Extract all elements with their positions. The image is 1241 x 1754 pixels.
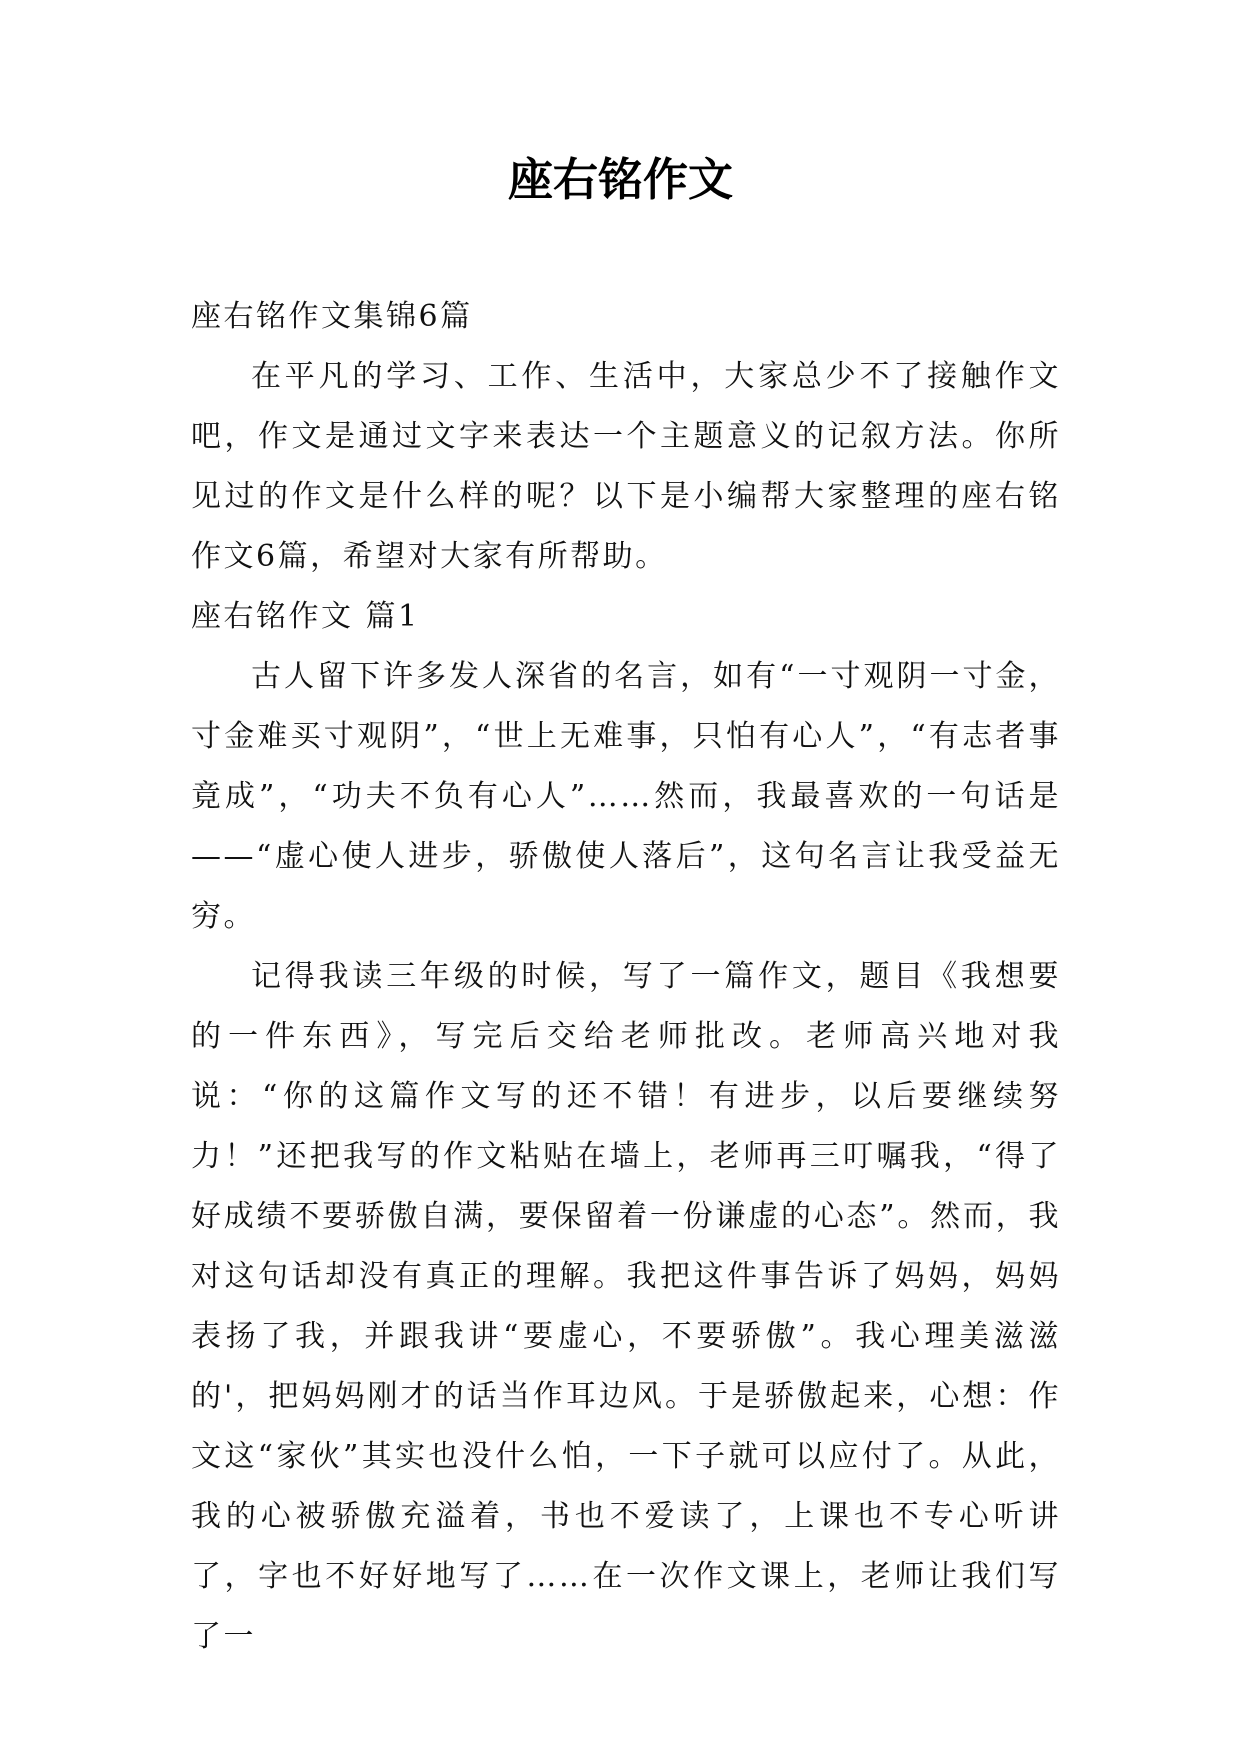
essay-1-heading: 座右铭作文 篇1 (191, 599, 420, 634)
essay-1-paragraph-1: 古人留下许多发人深省的名言，如有“一寸观阴一寸金，寸金难买寸观阴”，“世上无难事，只怕有心人”，“有志者事竟成”，“功夫不负有心人”……然而，我最喜欢的一句话是——“虚心使人进步，骄傲使人落后”，这句名言让我受益无穷。 (191, 659, 1061, 934)
intro-paragraph: 在平凡的学习、工作、生活中，大家总少不了接触作文吧，作文是通过文字来表达一个主题意义的记叙方法。你所见过的作文是什么样的呢？以下是小编帮大家整理的座右铭作文6篇，希望对大家有所帮助。 (191, 359, 1061, 574)
collection-heading: 座右铭作文集锦6篇 (191, 299, 473, 334)
document-title: 座右铭作文 (507, 153, 733, 206)
essay-1-paragraph-2: 记得我读三年级的时候，写了一篇作文，题目《我想要的一件东西》，写完后交给老师批改。老师高兴地对我说：“你的这篇作文写的还不错！有进步，以后要继续努力！”还把我写的作文粘贴在墙上，老师再三叮嘱我，“得了好成绩不要骄傲自满，要保留着一份谦虚的心态”。然而，我对这句话却没有真正的理解。我把这件事告诉了妈妈，妈妈表扬了我，并跟我讲“要虚心，不要骄傲”。我心理美滋滋的'，把妈妈刚才的话当作耳边风。于是骄傲起来，心想：作文这“家伙”其实也没什么怕，一下子就可以应付了。从此，我的心被骄傲充溢着，书也不爱读了，上课也不专心听讲了，字也不好好地写了……在一次作文课上，老师让我们写了一 (191, 959, 1061, 1654)
document-body (191, 287, 1061, 1667)
